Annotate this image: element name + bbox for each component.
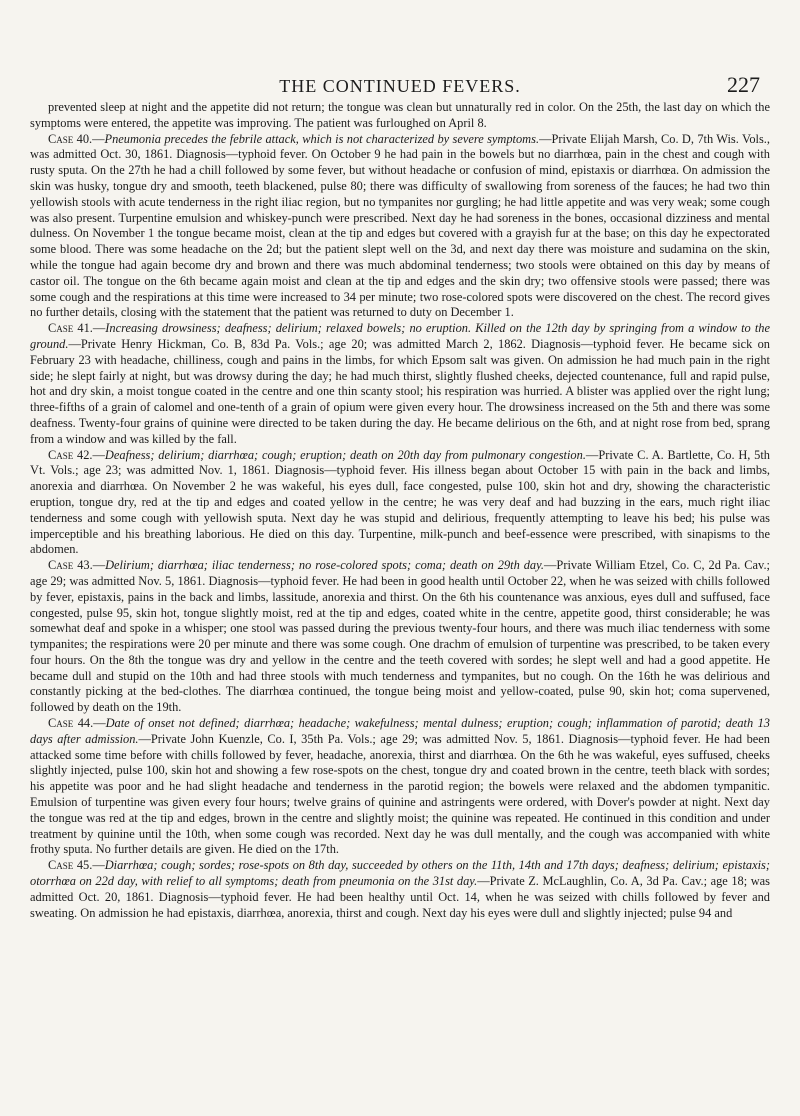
case-label: Case 45.— <box>48 858 105 873</box>
paragraph-continuation <box>30 100 770 132</box>
running-head: THE CONTINUED FEVERS. <box>279 76 521 96</box>
paragraph-text: prevented sleep at night and the appetite did not return; the tongue was clean but unnaturally red in color. On the 25th, the last day on which the symptoms were entered, the appetite was improving. The patient was furloughed on April 8. <box>30 100 770 130</box>
page-number: 227 <box>727 72 760 97</box>
case-title: Deafness; delirium; diarrhœa; cough; eruption; death on 20th day from pulmonary congestion. <box>104 447 586 462</box>
case-title: Increasing drowsiness; deafness; delirium; relaxed bowels; no eruption. Killed on the 12th day by springing from a window to the ground. <box>30 321 771 351</box>
page-header <box>30 60 770 97</box>
case-label: Case 41.— <box>48 321 106 336</box>
page-body <box>30 100 770 921</box>
case-text: —Private C. A. Bartlette, Co. H, 5th Vt. Vols.; age 23; was admitted Nov. 1, 1861. Diagnosis—typhoid fever. His illness began about October 15 with pain in the back and limbs, anorexia and diarrhœa. On November 2 he was wakeful, his eyes dull, face congested, pulse 100, skin hot and dry, showing the characteristic eruption, tongue dry, red at the tip and edges and coated yellow in the centre; he was very deaf and had buzzing in the ears, much right iliac tenderness and some cough with yellowish sputa. Next day he was stupid and delirious, frequently attempting to leave his bed; his pulse was imperceptible and his breathing laborious. He died on this day. Turpentine, milk-punch and beef-essence were prescribed, with sinapisms to the abdomen. <box>30 447 770 557</box>
case-43 <box>30 558 770 716</box>
case-45 <box>30 858 770 921</box>
case-text: —Private William Etzel, Co. C, 2d Pa. Cav.; age 29; was admitted Nov. 5, 1861. Diagnosis—typhoid fever. He had been in good health until October 22, when he was seized with chills followed by fever, epistaxis, pains in the back and limbs, lassitude, anorexia and thirst. On the 6th his countenance was anxious, eyes dull and suffused, face congested, pulse 95, skin hot, tongue slightly moist, red at the tip and edges, coated white in the centre, appetite good, thirst considerable; he was somewhat deaf and spoke in a whisper; one stool was passed during the previous twenty-four hours, and there was much iliac tenderness with some tympanites; the respirations were 20 per minute and there was some cough. One drachm of emulsion of turpentine was prescribed, to be taken every four hours. On the 8th the tongue was dry and yellow in the centre and the teeth covered with sordes; he slept well and had a good appetite. He became dull and stupid on the 10th and had three stools with much tenderness and tympanites, but no cough. On the 16th he was delirious and constantly picking at the bed-clothes. The diarrhœa continued, the tongue being moist and yellow-coated, pulse 90, skin hot; coma supervened, followed by death on the 19th. <box>30 558 770 715</box>
case-text: —Private Henry Hickman, Co. B, 83d Pa. Vols.; age 20; was admitted March 2, 1862. Diagnosis—typhoid fever. He became sick on February 23 with headache, chilliness, cough and pains in the limbs, for which Epsom salt was given. On admission he had much pain in the right side; he slept fairly at night, but was drowsy during the day; he had much thirst, slightly flushed cheeks, dejected countenance, full and rapid pulse, hot and dry skin, a moist tongue coated in the centre and one thin scanty stool; his respiration was hurried. A blister was applied over the right lung; three-fifths of a grain of calomel and one-tenth of a grain of opium were given every hour. The drowsiness increased on the 5th and there was some deafness. Twenty-four grains of quinine were directed to be taken during the day. He became delirious on the 6th, and at night rose from bed, sprang from a window and was killed by the fall. <box>30 336 770 446</box>
case-label: Case 42.— <box>48 447 105 462</box>
case-title: Diarrhœa; cough; sordes; rose-spots on 8th day, succeeded by others on the 11th, 14th and 17th days; deafness; delirium; epistaxis; otorrhœa on 22d day, with relief to all symptoms; death from pneumonia on the 31st day. <box>30 858 770 889</box>
case-label: Case 44.— <box>48 716 106 731</box>
case-label: Case 40.— <box>48 131 105 146</box>
case-title: Pneumonia precedes the febrile attack, which is not characterized by severe symptoms. <box>104 131 540 146</box>
case-text: —Private Z. McLaughlin, Co. A, 3d Pa. Cav.; age 18; was admitted Oct. 20, 1861. Diagnosis—typhoid fever. He had been healthy until Oct. 14, when he was seized with chills followed by fever and sweating. On admission he had epistaxis, diarrhœa, anorexia, thirst and cough. Next day his eyes were dull and slightly injected; pulse 94 and <box>30 874 770 920</box>
case-text: —Private John Kuenzle, Co. I, 35th Pa. Vols.; age 29; was admitted Nov. 5, 1861. Diagnosis—typhoid fever. He had been attacked some time before with chills followed by fever, headache, anorexia, thirst and diarrhœa. On the 6th he was wakeful, eyes suffused, cheeks slightly injected, pulse 100, skin hot and showing a few rose-spots on the chest, tongue dry and coated brown in the centre, teeth black with sordes; his appetite was poor and he had slight headache and tenderness in the parotid region; the bowels were relaxed and the abdomen tympanitic. Emulsion of turpentine was given every four hours; twelve grains of quinine and astringents were ordered, with Dover's powder at night. Next day the tongue was red at the tip and edges, brown in the centre and slightly moist; the quinine was repeated. He continued in this condition and under treatment by quinine until the 10th, when some cough was recorded. Next day he was dull mentally, and the cough was accompanied with white frothy sputa. No further details are given. He died on the 17th. <box>30 731 770 857</box>
case-title: Date of onset not defined; diarrhœa; headache; wakefulness; mental dulness; eruption; cough; inflammation of parotid; death 13 days after admission. <box>30 716 770 746</box>
case-title: Delirium; diarrhœa; iliac tenderness; no rose-colored spots; coma; death on 29th day. <box>105 558 545 573</box>
case-44 <box>30 716 770 858</box>
case-40 <box>30 132 770 322</box>
case-42 <box>30 448 770 559</box>
case-label: Case 43.— <box>48 558 106 573</box>
case-text: —Private Elijah Marsh, Co. D, 7th Wis. Vols., was admitted Oct. 30, 1861. Diagnosis—typhoid fever. On October 9 he had pain in the bowels but no diarrhœa, pain in the chest and cough with rusty sputa. On the 27th he had a chill followed by some fever, but without headache or confusion of mind, epistaxis or diarrhœa. On admission the skin was husky, tongue dry and smooth, teeth blackened, pulse 80; there was difficulty of swallowing from soreness of the fauces; he had two thin yellowish stools with acute tenderness in the right iliac region, but no tympanites nor gurgling; he had little appetite and was very weak; some cough was also present. Turpentine emulsion and whiskey-punch were prescribed. Next day he had soreness in the bones, occasional dizziness and mental dulness. On November 1 the tongue became moist, clean at the tip and edges but covered with a grayish fur at the base; on this day he expectorated some blood. There was some headache on the 2d; but the patient slept well on the 3d, and next day there was moisture and sudamina on the skin, while the tongue had again become dry and brown and there was much abdominal tenderness; two stools were obtained on this day by means of castor oil. The tongue on the 6th became again moist and clean at the tip and edges and the skin dry; two offensive stools were passed; there was some cough and the respirations at this time were increased to 34 per minute; two rose-colored spots were discovered on the chest. The record gives no further details, closing with the statement that the patient was returned to duty on December 1. <box>30 131 771 320</box>
case-41 <box>30 321 770 447</box>
